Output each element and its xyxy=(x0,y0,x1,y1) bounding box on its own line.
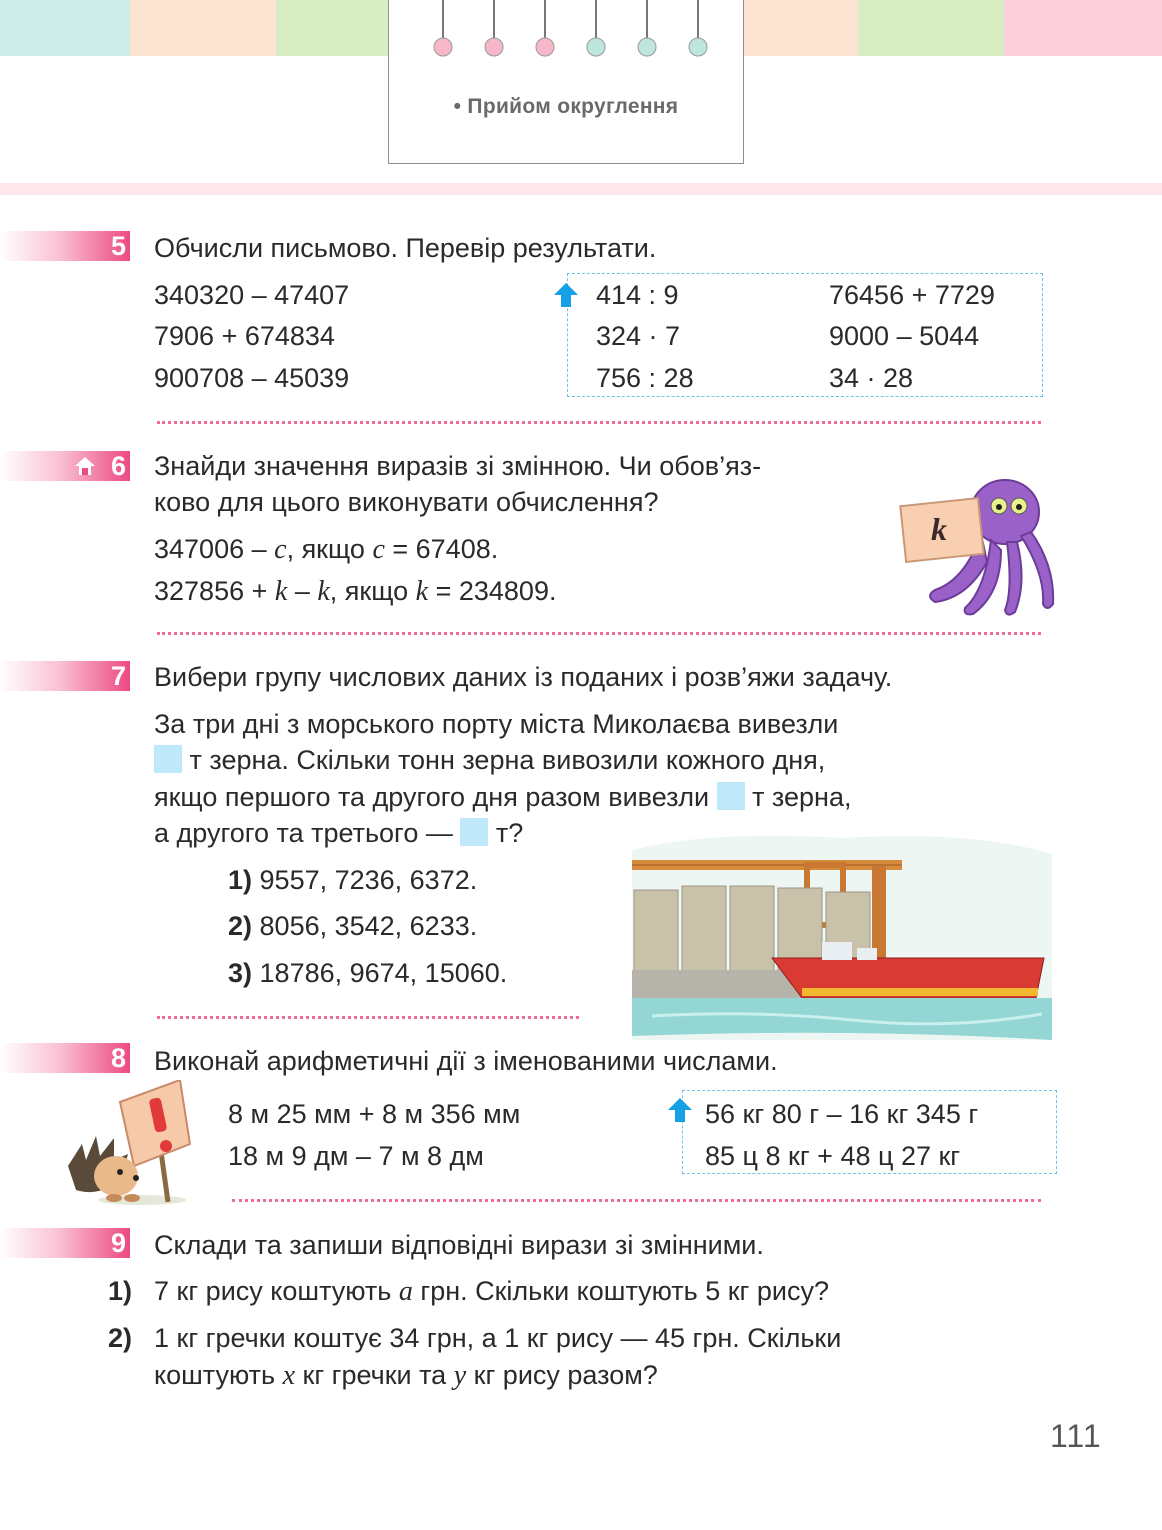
problem-text: якщо першого та другого дня разом вивезли xyxy=(154,782,710,812)
option-label: 1) xyxy=(228,865,253,895)
named-number-expression: 56 кг 80 г – 16 кг 345 г xyxy=(705,1099,979,1129)
octopus-illustration xyxy=(895,470,1055,620)
exercise-number: 5 xyxy=(110,231,126,261)
spiral-ring-icon xyxy=(431,0,455,60)
problem-text: т зерна. Скільки тонн зерна вивозили кожного дня, xyxy=(189,745,826,775)
task-text: 1 кг гречки коштує 34 грн, а 1 кг рису — 45 грн. Скільки xyxy=(154,1323,842,1353)
expression-part: = 234809. xyxy=(428,576,557,606)
dotted-separator xyxy=(157,421,1041,424)
dotted-separator xyxy=(157,1016,579,1019)
expression: 76456 + 7729 xyxy=(829,280,995,310)
home-task-icon xyxy=(74,456,96,476)
expression: 900708 – 45039 xyxy=(154,363,350,393)
task-item xyxy=(154,1360,658,1391)
spiral-ring-icon xyxy=(584,0,608,60)
header-band-5 xyxy=(858,0,1004,56)
expression: 340320 – 47407 xyxy=(154,280,350,310)
spiral-ring-icon xyxy=(533,0,557,60)
variable: a xyxy=(398,1276,413,1307)
option-label: 2) xyxy=(228,911,253,941)
task-text: кг гречки та xyxy=(295,1360,454,1390)
data-option xyxy=(228,911,477,941)
named-number-expression: 85 ц 8 кг + 48 ц 27 кг xyxy=(705,1141,961,1171)
option-text: 8056, 3542, 6233. xyxy=(259,911,478,941)
exercise-number: 6 xyxy=(110,451,126,481)
dotted-separator xyxy=(232,1199,1041,1202)
exercise-5-instruction: Обчисли письмово. Перевір результати. xyxy=(154,233,657,263)
data-option xyxy=(228,865,477,895)
header-band-1 xyxy=(0,0,130,56)
exercise-6-instruction-line1: Знайди значення виразів зі змінною. Чи обов’яз- xyxy=(154,451,762,481)
task-item xyxy=(154,1276,829,1307)
expression-with-variable xyxy=(154,576,556,607)
header-band-6 xyxy=(1004,0,1162,56)
expression-with-variable xyxy=(154,534,498,565)
problem-text: т зерна, xyxy=(752,782,852,812)
variable: k xyxy=(415,576,429,607)
header-divider xyxy=(0,183,1162,195)
option-label: 3) xyxy=(228,958,253,988)
expression: 414 : 9 xyxy=(596,280,679,310)
spiral-ring-icon xyxy=(482,0,506,60)
header-band-2 xyxy=(130,0,276,56)
item-label: 2) xyxy=(108,1323,133,1353)
expression-part: , якщо xyxy=(329,576,416,606)
exercise-5-tab xyxy=(0,231,130,261)
option-text: 9557, 7236, 6372. xyxy=(259,865,478,895)
expression-part: 327856 + xyxy=(154,576,275,606)
exercise-number: 8 xyxy=(110,1043,126,1073)
named-number-expression: 8 м 25 мм + 8 м 356 мм xyxy=(228,1099,521,1129)
task-text: коштують xyxy=(154,1360,283,1390)
topic-title: • Прийом округлення xyxy=(453,95,679,118)
variable: c xyxy=(372,534,385,565)
variable: c xyxy=(274,534,287,565)
exercise-9-tab xyxy=(0,1228,130,1258)
exercise-7-tab xyxy=(0,661,130,691)
exercise-number: 7 xyxy=(110,661,126,691)
dotted-separator xyxy=(157,632,1041,635)
data-option xyxy=(228,958,507,988)
blank-square xyxy=(154,745,182,773)
item-label: 1) xyxy=(108,1276,133,1306)
header-band-3 xyxy=(276,0,388,56)
exercise-number: 9 xyxy=(110,1228,126,1258)
topic-notepad xyxy=(388,0,744,164)
expression: 9000 – 5044 xyxy=(829,321,980,351)
expression-part: = 67408. xyxy=(384,534,499,564)
card-letter: k xyxy=(931,511,947,547)
problem-text-line: За три дні з морського порту міста Миколаєва вивезли xyxy=(154,709,839,739)
variable: x xyxy=(282,1360,295,1391)
up-arrow-icon xyxy=(667,1097,693,1123)
expression: 756 : 28 xyxy=(596,363,694,393)
task-text: 7 кг рису коштують xyxy=(154,1276,399,1306)
problem-text-line xyxy=(154,818,523,848)
named-number-expression: 18 м 9 дм – 7 м 8 дм xyxy=(228,1141,484,1171)
spiral-ring-icon xyxy=(635,0,659,60)
header-band-4 xyxy=(744,0,858,56)
variable: k xyxy=(274,576,288,607)
variable: k xyxy=(317,576,330,607)
expression-part: 347006 – xyxy=(154,534,275,564)
page-number: 111 xyxy=(1050,1418,1102,1454)
hedgehog-illustration xyxy=(62,1080,192,1205)
exercise-9-instruction: Склади та запиши відповідні вирази зі змінними. xyxy=(154,1230,764,1260)
problem-text-line xyxy=(154,782,851,812)
up-arrow-icon xyxy=(553,282,579,308)
exercise-7-instruction: Вибери групу числових даних із поданих і розв’яжи задачу. xyxy=(154,662,893,692)
exercise-8-instruction: Виконай арифметичні дії з іменованими числами. xyxy=(154,1046,778,1076)
expression-part: – xyxy=(287,576,318,606)
port-ship-illustration xyxy=(632,830,1052,1040)
variable: y xyxy=(453,1360,467,1391)
problem-text: т? xyxy=(495,818,524,848)
exercise-6-instruction-line2: ково для цього виконувати обчислення? xyxy=(154,487,659,517)
blank-square xyxy=(460,818,488,846)
blank-square xyxy=(717,782,745,810)
task-text: грн. Скільки коштують 5 кг рису? xyxy=(412,1276,829,1306)
exercise-6-tab xyxy=(0,451,130,481)
expression: 7906 + 674834 xyxy=(154,321,335,351)
problem-text-line xyxy=(154,745,825,775)
exercise-8-tab xyxy=(0,1043,130,1073)
expression: 34 · 28 xyxy=(829,363,914,393)
task-text: кг рису разом? xyxy=(466,1360,658,1390)
expression: 324 · 7 xyxy=(596,321,681,351)
spiral-ring-icon xyxy=(686,0,710,60)
expression-part: , якщо xyxy=(286,534,373,564)
option-text: 18786, 9674, 15060. xyxy=(259,958,508,988)
problem-text: а другого та третього — xyxy=(154,818,453,848)
